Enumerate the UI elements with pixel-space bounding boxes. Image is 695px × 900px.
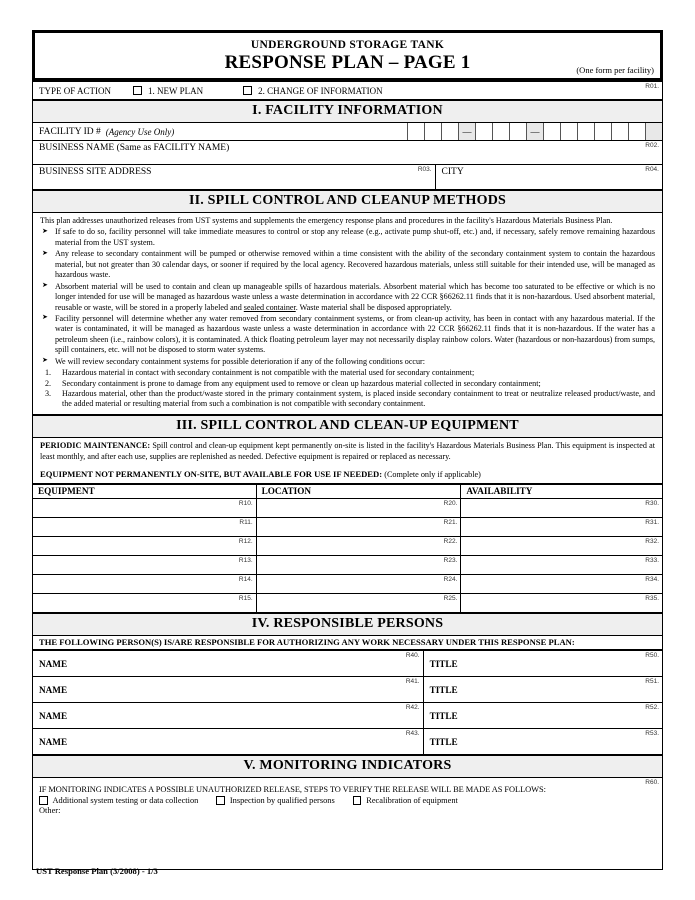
facility-id-label-wrap xyxy=(33,123,407,140)
facility-id-cell[interactable] xyxy=(492,123,509,140)
table-row xyxy=(33,593,663,612)
section-2-bullet: ➤ Any release to secondary containment will be pumped or otherwise removed within a time consistent with the ability of the secondary containment system to contain the hazardous material, but not greater than 30 calendar days, or sooner if required by the local agency. Recovered hazardous materials, unless still suitable for their intended use, will be managed as hazardous waste. xyxy=(40,249,655,280)
one-form-per-facility-note: (One form per facility) xyxy=(576,65,654,75)
monitoring-option-additional-testing-label: Additional system testing or data collection xyxy=(52,795,199,805)
equipment-cell[interactable] xyxy=(33,536,257,555)
field-code: R03. xyxy=(417,166,432,173)
section-2-bullet: ➤ Facility personnel will determine whether any water removed from secondary containment systems, or from clean-up activity, has been in contact with any hazardous material. If the water is contaminated, it will be managed as hazardous waste unless a waste determination in accordance with 22 CCR §66262.11 finds that it is non-hazardous. If the water has a petroleum sheen (i.e., rainbow colors), it is contaminated. A thick floating petroleum layer may not necessarily display rainbow colors. Water (hazardous or non-hazardous) from sumps, spill containers, etc. will not be disposed to storm water systems. xyxy=(40,314,655,356)
field-code: R01. xyxy=(645,83,659,90)
equipment-not-permanent-heading xyxy=(40,469,655,481)
field-code: R42. xyxy=(405,703,420,711)
type-of-action-row xyxy=(32,81,663,100)
monitoring-other-field[interactable] xyxy=(39,806,656,815)
checkbox-icon[interactable] xyxy=(353,796,362,805)
city-field[interactable] xyxy=(436,165,662,189)
business-address-city-row xyxy=(32,165,663,190)
name-label: NAME xyxy=(39,659,68,670)
table-row xyxy=(33,536,663,555)
section-2-body xyxy=(32,213,663,415)
facility-id-separator: — xyxy=(458,123,475,140)
location-cell[interactable] xyxy=(256,536,461,555)
section-2-numbered-item: Hazardous material in contact with secondary containment is not compatible with the material used for secondary containment; xyxy=(62,368,475,378)
facility-id-cell[interactable] xyxy=(424,123,441,140)
section-2-bullet: ➤ Absorbent material will be used to contain and clean up manageable spills of hazardous materials. Absorbent material which has become too saturated to be effective or which is no longer intended for use will be managed as hazardous waste unless a waste determination in accordance with 22 CCR §66262.11 finds that it is non-hazardous. Used absorbent material, reusable or waste, will be stored in a properly labeled and sealed container. Waste material shall be disposed appropriately. xyxy=(40,282,655,313)
business-site-address-field[interactable] xyxy=(33,165,436,189)
field-code: R50. xyxy=(645,651,659,659)
business-name-row[interactable] xyxy=(32,141,663,165)
form-page xyxy=(32,30,663,870)
person-title-cell[interactable] xyxy=(423,728,662,754)
person-name-cell[interactable] xyxy=(33,702,424,728)
monitoring-other-label: Other: xyxy=(39,805,61,815)
type-of-action-label: TYPE OF ACTION xyxy=(39,85,112,96)
facility-id-cell-shaded xyxy=(645,123,662,140)
monitoring-lead-text: IF MONITORING INDICATES A POSSIBLE UNAUTHORIZED RELEASE, STEPS TO VERIFY THE RELEASE WILL BE MADE AS FOLLOWS: xyxy=(39,784,546,794)
section-2-intro: This plan addresses unauthorized releases from UST systems and supplements the emergency response plans and procedures in the facility's Hazardous Materials Business Plan. xyxy=(40,216,613,225)
field-code: R31. xyxy=(645,518,659,526)
field-code: R51. xyxy=(645,677,659,685)
section-5-heading: V. MONITORING INDICATORS xyxy=(32,755,663,778)
section-5-body xyxy=(32,778,663,870)
form-title-block xyxy=(32,30,663,81)
type-of-action-option-new-plan-label: 1. NEW PLAN xyxy=(148,85,204,96)
field-code: R23. xyxy=(443,556,458,564)
equipment-table xyxy=(32,484,663,613)
person-name-cell[interactable] xyxy=(33,728,424,754)
field-code: R60. xyxy=(645,778,659,786)
facility-id-label: FACILITY ID # xyxy=(39,126,101,137)
column-header-availability: AVAILABILITY xyxy=(461,484,663,498)
field-code: R24. xyxy=(443,575,458,583)
field-code: R34. xyxy=(645,575,659,583)
table-row xyxy=(33,555,663,574)
field-code: R30. xyxy=(645,499,659,507)
person-name-cell[interactable] xyxy=(33,650,424,676)
responsible-persons-table xyxy=(32,650,663,755)
field-code: R35. xyxy=(645,594,659,602)
title-label: TITLE xyxy=(429,737,458,748)
section-4-lead-text: THE FOLLOWING PERSON(S) IS/ARE RESPONSIBLE FOR AUTHORIZING ANY WORK NECESSARY UNDER THIS RESPONSE PLAN: xyxy=(32,636,663,650)
field-code: R20. xyxy=(443,499,458,507)
field-code: R32. xyxy=(645,537,659,545)
section-4-heading: IV. RESPONSIBLE PERSONS xyxy=(32,613,663,636)
facility-id-row xyxy=(32,123,663,141)
city-label: CITY xyxy=(441,167,464,177)
location-cell[interactable] xyxy=(256,498,461,517)
section-2-numbered-item: Secondary containment is prone to damage from any equipment used to remove or clean up hazardous material collected in secondary containment; xyxy=(62,378,541,388)
table-row xyxy=(33,517,663,536)
type-of-action-option-new-plan[interactable] xyxy=(133,86,203,96)
table-row xyxy=(33,650,663,676)
facility-id-cell[interactable] xyxy=(594,123,611,140)
name-label: NAME xyxy=(39,737,68,748)
checkbox-icon[interactable] xyxy=(243,86,252,95)
person-title-cell[interactable] xyxy=(423,650,662,676)
field-code: R11. xyxy=(239,518,253,526)
location-cell[interactable] xyxy=(256,517,461,536)
periodic-maintenance-text: Spill control and clean-up equipment kept permanently on-site is listed in the facility's Hazardous Materials Business Plan. This equipment is inspected at least monthly, and after each use, supplies are replenished as needed. Defective equipment is repaired or replaced as necessary. xyxy=(40,440,655,461)
section-2-bullet: ➤ We will review secondary containment systems for possible deterioration if any of the following conditions occur: xyxy=(40,357,655,367)
type-of-action-option-change-of-information[interactable] xyxy=(243,86,383,96)
equipment-table-header-row xyxy=(33,484,663,498)
availability-cell[interactable] xyxy=(461,517,663,536)
checkbox-icon[interactable] xyxy=(216,796,225,805)
equipment-cell[interactable] xyxy=(33,593,257,612)
facility-id-cell[interactable] xyxy=(441,123,458,140)
field-code: R02. xyxy=(645,142,659,149)
type-of-action-option-change-label: 2. CHANGE OF INFORMATION xyxy=(258,85,383,96)
table-row xyxy=(33,728,663,754)
periodic-maintenance-label: PERIODIC MAINTENANCE: xyxy=(40,440,151,450)
table-row xyxy=(33,702,663,728)
field-code: R14. xyxy=(238,575,253,583)
location-cell[interactable] xyxy=(256,574,461,593)
facility-id-cell[interactable] xyxy=(407,123,424,140)
field-code: R04. xyxy=(645,166,659,173)
monitoring-option-additional-testing[interactable] xyxy=(39,796,198,805)
title-label: TITLE xyxy=(429,659,458,670)
column-header-location: LOCATION xyxy=(256,484,461,498)
section-1-heading: I. FACILITY INFORMATION xyxy=(32,100,663,123)
facility-id-cell[interactable] xyxy=(560,123,577,140)
column-header-equipment: EQUIPMENT xyxy=(33,484,257,498)
field-code: R33. xyxy=(645,556,659,564)
section-2-numbered-list xyxy=(40,368,655,410)
checkbox-icon[interactable] xyxy=(39,796,48,805)
field-code: R25. xyxy=(443,594,458,602)
table-row xyxy=(33,498,663,517)
equipment-not-permanent-note: (Complete only if applicable) xyxy=(384,470,481,480)
equipment-cell[interactable] xyxy=(33,517,257,536)
facility-id-separator: — xyxy=(526,123,543,140)
section-3-maintenance-box xyxy=(32,438,663,484)
field-code: R12. xyxy=(238,537,253,545)
title-label: TITLE xyxy=(429,711,458,722)
availability-cell[interactable] xyxy=(461,498,663,517)
monitoring-option-inspection-label: Inspection by qualified persons xyxy=(229,795,335,805)
facility-id-cell[interactable] xyxy=(475,123,492,140)
availability-cell[interactable] xyxy=(461,555,663,574)
field-code: R10. xyxy=(238,499,253,507)
name-label: NAME xyxy=(39,685,68,696)
facility-id-cell[interactable] xyxy=(509,123,526,140)
form-title-line-2: RESPONSE PLAN – PAGE 1 xyxy=(224,52,471,73)
field-code: R13. xyxy=(238,556,253,564)
monitoring-option-recalibration[interactable] xyxy=(353,796,458,805)
name-label: NAME xyxy=(39,711,68,722)
person-title-cell[interactable] xyxy=(423,676,662,702)
section-2-numbered-item: Hazardous material, other than the product/waste stored in the primary containment system, is placed inside secondary containment to treat or neutralize released product/waste, and the added material or resulting material from such a combination is not compatible with secondary containment. xyxy=(62,389,655,409)
field-code: R41. xyxy=(405,677,420,685)
business-site-address-label: BUSINESS SITE ADDRESS xyxy=(39,167,152,177)
field-code: R22. xyxy=(443,537,458,545)
facility-id-cell[interactable] xyxy=(611,123,628,140)
availability-cell[interactable] xyxy=(461,574,663,593)
equipment-cell[interactable] xyxy=(33,555,257,574)
checkbox-icon[interactable] xyxy=(133,86,142,95)
location-cell[interactable] xyxy=(256,593,461,612)
field-code: R15. xyxy=(238,594,253,602)
field-code: R40. xyxy=(405,651,420,659)
facility-id-boxes xyxy=(407,123,662,140)
form-title-line-1: UNDERGROUND STORAGE TANK xyxy=(250,39,445,51)
field-code: R43. xyxy=(405,729,420,737)
person-name-cell[interactable] xyxy=(33,676,424,702)
section-2-bullet-list xyxy=(40,227,655,367)
person-title-cell[interactable] xyxy=(423,702,662,728)
field-code: R21. xyxy=(443,518,458,526)
equipment-not-permanent-label: EQUIPMENT NOT PERMANENTLY ON-SITE, BUT AVAILABLE FOR USE IF NEEDED: xyxy=(40,469,383,480)
form-footer: UST Response Plan (3/2008) - 1/3 xyxy=(36,866,158,876)
section-3-heading: III. SPILL CONTROL AND CLEAN-UP EQUIPMENT xyxy=(32,415,663,438)
facility-id-note: (Agency Use Only) xyxy=(105,126,175,137)
monitoring-options xyxy=(39,796,656,805)
business-name-label: BUSINESS NAME (Same as FACILITY NAME) xyxy=(39,143,230,153)
facility-id-cell[interactable] xyxy=(543,123,560,140)
section-2-bullet: ➤ If safe to do so, facility personnel will take immediate measures to control or stop any release (e.g., activate pump shut-off, etc.) and, if necessary, safely remove remaining hazardous material from the UST system. xyxy=(40,227,655,248)
equipment-cell[interactable] xyxy=(33,498,257,517)
facility-id-cell[interactable] xyxy=(577,123,594,140)
availability-cell[interactable] xyxy=(461,536,663,555)
field-code: R53. xyxy=(645,729,659,737)
availability-cell[interactable] xyxy=(461,593,663,612)
table-row xyxy=(33,574,663,593)
monitoring-option-recalibration-label: Recalibration of equipment xyxy=(366,795,458,805)
section-2-heading: II. SPILL CONTROL AND CLEANUP METHODS xyxy=(32,190,663,213)
table-row xyxy=(33,676,663,702)
location-cell[interactable] xyxy=(256,555,461,574)
monitoring-option-inspection[interactable] xyxy=(216,796,334,805)
field-code: R52. xyxy=(645,703,659,711)
title-label: TITLE xyxy=(429,685,458,696)
equipment-cell[interactable] xyxy=(33,574,257,593)
facility-id-cell[interactable] xyxy=(628,123,645,140)
